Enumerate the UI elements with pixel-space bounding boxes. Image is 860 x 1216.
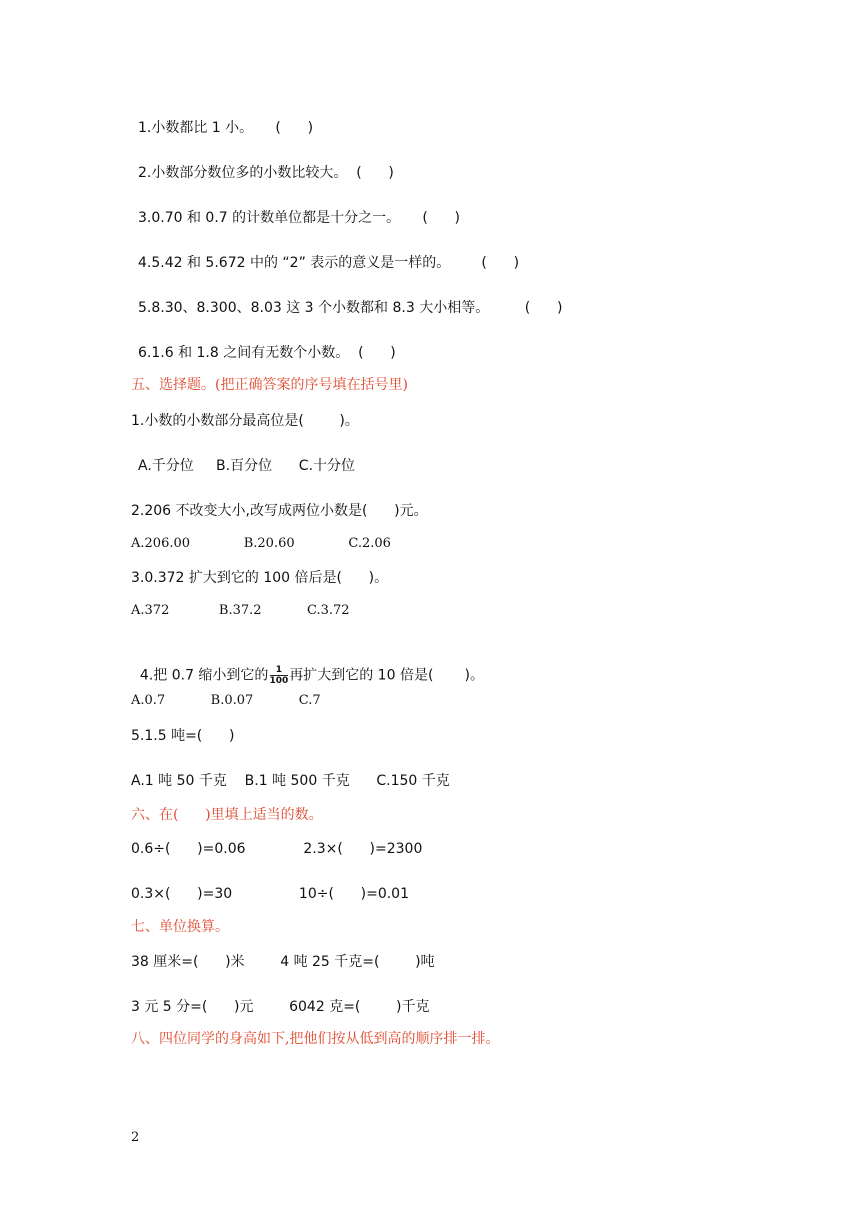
choice-q3-options: A.372 B.37.2 C.3.72	[131, 603, 350, 618]
choice-q5-options: A.1 吨 50 千克 B.1 吨 500 千克 C.150 千克	[131, 773, 450, 789]
choice-q4-options: A.0.7 B.0.07 C.7	[131, 693, 321, 708]
section-8-title: 八、四位同学的身高如下,把他们按从低到高的顺序排一排。	[131, 1031, 500, 1047]
choice-q3: 3.0.372 扩大到它的 100 倍后是( )。	[131, 570, 389, 586]
judge-item-4: 4.5.42 和 5.672 中的 “2” 表示的意义是一样的。 ( )	[138, 255, 520, 271]
judge-item-2: 2.小数部分数位多的小数比较大。 ( )	[138, 165, 394, 181]
page-number: 2	[131, 1130, 140, 1145]
choice-q4-text-after: 再扩大到它的 10 倍是( )。	[289, 667, 485, 684]
choice-q4-text-before: 4.把 0.7 缩小到它的	[139, 667, 269, 684]
section-5-title: 五、选择题。(把正确答案的序号填在括号里)	[131, 377, 408, 393]
unit-row-1: 38 厘米=( )米 4 吨 25 千克=( )吨	[131, 954, 435, 970]
fraction-numerator: 1	[275, 665, 282, 675]
judge-item-1: 1.小数都比 1 小。 ( )	[138, 120, 314, 136]
section-6-title: 六、在( )里填上适当的数。	[131, 807, 323, 823]
choice-q2-options: A.206.00 B.20.60 C.2.06	[131, 536, 391, 551]
choice-q1: 1.小数的小数部分最高位是( )。	[131, 413, 359, 429]
choice-q4	[131, 647, 484, 686]
judge-item-5: 5.8.30、8.300、8.03 这 3 个小数都和 8.3 大小相等。 ( )	[138, 300, 563, 316]
section-7-title: 七、单位换算。	[131, 919, 229, 935]
fraction-one-hundredth	[269, 665, 288, 686]
choice-q2: 2.206 不改变大小,改写成两位小数是( )元。	[131, 503, 428, 519]
fraction-denominator: 100	[269, 676, 289, 686]
fill-row-2: 0.3×( )=30 10÷( )=0.01	[131, 886, 409, 902]
fill-row-1: 0.6÷( )=0.06 2.3×( )=2300	[131, 841, 423, 857]
choice-q5: 5.1.5 吨=( )	[131, 728, 235, 744]
judge-item-3: 3.0.70 和 0.7 的计数单位都是十分之一。 ( )	[138, 210, 461, 226]
unit-row-2: 3 元 5 分=( )元 6042 克=( )千克	[131, 999, 430, 1015]
judge-item-6: 6.1.6 和 1.8 之间有无数个小数。 ( )	[138, 345, 396, 361]
choice-q1-options: A.千分位 B.百分位 C.十分位	[138, 458, 356, 474]
